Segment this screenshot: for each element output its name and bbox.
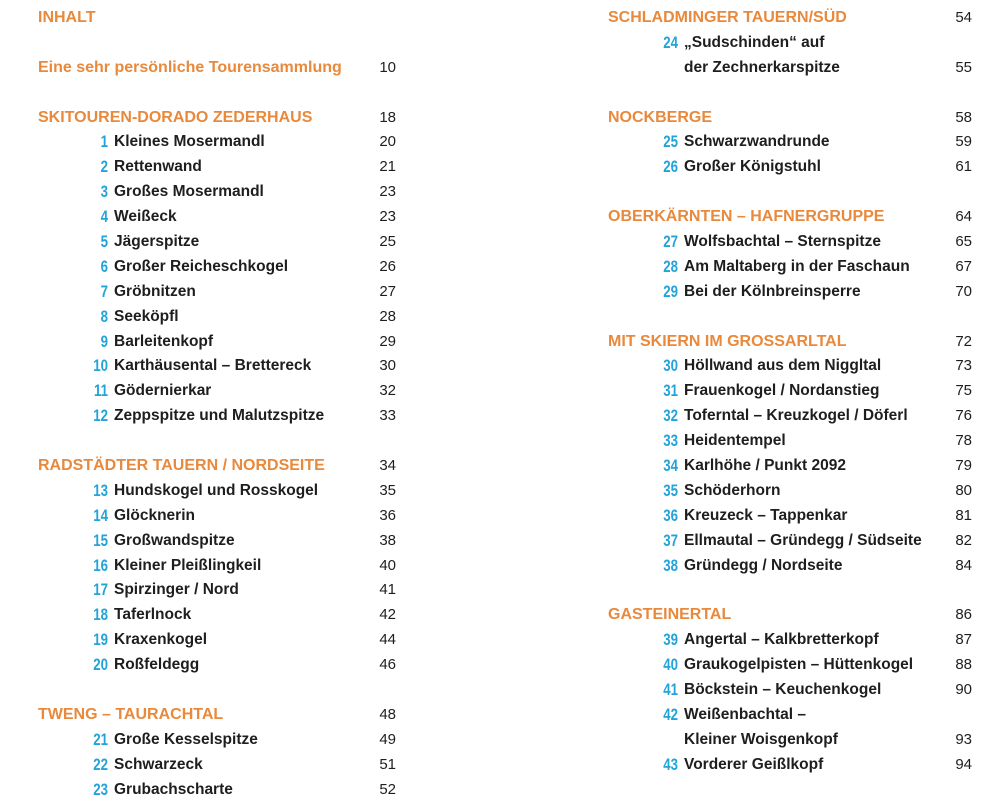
tour-number: 20 bbox=[93, 655, 108, 675]
tour-title: Graukogelpisten – Hüttenkogel bbox=[684, 656, 914, 674]
toc-entry[interactable] bbox=[38, 628, 400, 653]
right-sections bbox=[608, 6, 970, 778]
tour-title: Rettenwand bbox=[114, 158, 202, 176]
tour-title: Großer Reicheschkogel bbox=[114, 257, 289, 275]
tour-page: 80 bbox=[955, 481, 972, 499]
tour-page: 55 bbox=[955, 58, 972, 76]
tour-number: 40 bbox=[663, 655, 678, 675]
toc-entry-continued[interactable] bbox=[608, 56, 970, 81]
tour-number: 1 bbox=[100, 132, 108, 152]
tour-title: Am Maltaberg in der Faschaun bbox=[684, 257, 910, 275]
section-title: RADSTÄDTER TAUERN / NORDSEITE bbox=[38, 457, 325, 475]
toc-title-row bbox=[38, 6, 400, 31]
tour-number: 42 bbox=[663, 704, 678, 724]
section-page: 48 bbox=[379, 705, 396, 723]
tour-title: Toferntal – Kreuzkogel / Döferl bbox=[684, 407, 908, 425]
tour-title: Großwandspitze bbox=[114, 531, 235, 549]
tour-page: 78 bbox=[955, 432, 972, 450]
tour-page: 59 bbox=[955, 133, 972, 151]
tour-number: 15 bbox=[93, 530, 108, 550]
section-page: 58 bbox=[955, 108, 972, 126]
section-heading-row[interactable] bbox=[608, 6, 970, 31]
tour-page: 94 bbox=[955, 755, 972, 773]
tour-page: 40 bbox=[379, 556, 396, 574]
tour-title: Weißenbachtal – bbox=[684, 705, 807, 723]
tour-title: Gödernierkar bbox=[114, 382, 212, 400]
tour-number: 4 bbox=[100, 207, 108, 227]
tour-number: 28 bbox=[663, 256, 678, 276]
toc-entry[interactable] bbox=[608, 155, 970, 180]
toc-entry-continued[interactable] bbox=[608, 728, 970, 753]
tour-title: Gröbnitzen bbox=[114, 282, 196, 300]
tour-number: 8 bbox=[100, 306, 108, 326]
tour-title: Vorderer Geißlkopf bbox=[684, 755, 824, 773]
toc-entry[interactable] bbox=[608, 678, 970, 703]
toc-entry[interactable] bbox=[38, 753, 400, 778]
toc-entry[interactable] bbox=[38, 155, 400, 180]
toc-entry[interactable] bbox=[608, 653, 970, 678]
tour-number: 10 bbox=[93, 356, 108, 376]
tour-page: 93 bbox=[955, 730, 972, 748]
section-page: 54 bbox=[955, 9, 972, 26]
tour-title: Böckstein – Keuchenkogel bbox=[684, 681, 882, 699]
intro-title: Eine sehr persönliche Tourensammlung bbox=[38, 58, 342, 76]
tour-page: 41 bbox=[379, 581, 396, 599]
toc-entry[interactable] bbox=[608, 529, 970, 554]
tour-number: 29 bbox=[663, 281, 678, 301]
tour-title: Großer Königstuhl bbox=[684, 158, 821, 176]
tour-number: 2 bbox=[100, 157, 108, 177]
tour-page: 35 bbox=[379, 481, 396, 499]
tour-number: 19 bbox=[93, 630, 108, 650]
tour-page: 20 bbox=[379, 133, 396, 151]
tour-title: Ellmautal – Gründegg / Südseite bbox=[684, 531, 922, 549]
tour-page: 82 bbox=[955, 531, 972, 549]
tour-number: 13 bbox=[93, 480, 108, 500]
tour-page: 23 bbox=[379, 208, 396, 226]
section-page: 64 bbox=[955, 208, 972, 226]
tour-page: 61 bbox=[955, 158, 972, 176]
section-heading-row[interactable] bbox=[608, 205, 970, 230]
tour-page: 67 bbox=[955, 257, 972, 275]
tour-number: 35 bbox=[663, 480, 678, 500]
tour-title: Weißeck bbox=[114, 208, 177, 226]
toc-entry[interactable] bbox=[38, 230, 400, 255]
tour-title: Angertal – Kalkbretterkopf bbox=[684, 631, 879, 649]
tour-page: 84 bbox=[955, 556, 972, 574]
tour-number: 5 bbox=[100, 232, 108, 252]
tour-title: Karthäusental – Brettereck bbox=[114, 357, 312, 375]
tour-page: 32 bbox=[379, 382, 396, 400]
tour-number: 6 bbox=[100, 256, 108, 276]
toc-entry[interactable] bbox=[38, 778, 400, 803]
tour-title: Schwarzeck bbox=[114, 755, 203, 773]
tour-number: 16 bbox=[93, 555, 108, 575]
tour-page: 42 bbox=[379, 606, 396, 624]
tour-title: Barleitenkopf bbox=[114, 332, 214, 350]
tour-title: Kleiner Pleißlingkeil bbox=[114, 556, 262, 574]
tour-number: 7 bbox=[100, 281, 108, 301]
tour-number: 39 bbox=[663, 630, 678, 650]
tour-page: 88 bbox=[955, 656, 972, 674]
tour-page: 27 bbox=[379, 282, 396, 300]
toc-entry[interactable] bbox=[38, 603, 400, 628]
tour-title: Gründegg / Nordseite bbox=[684, 556, 843, 574]
toc-entry[interactable] bbox=[38, 728, 400, 753]
section-heading-row[interactable] bbox=[38, 703, 400, 728]
tour-title: Wolfsbachtal – Sternspitze bbox=[684, 233, 881, 251]
tour-title: Heidentempel bbox=[684, 432, 786, 450]
toc-entry[interactable] bbox=[38, 504, 400, 529]
tour-title: Großes Mosermandl bbox=[114, 183, 264, 201]
tour-page: 81 bbox=[955, 506, 972, 524]
tour-page: 25 bbox=[379, 233, 396, 251]
toc-entry[interactable] bbox=[38, 653, 400, 678]
tour-page: 73 bbox=[955, 357, 972, 375]
tour-number: 11 bbox=[93, 381, 108, 401]
toc-entry[interactable] bbox=[608, 255, 970, 280]
tour-title-line2: Kleiner Woisgenkopf bbox=[684, 730, 838, 748]
tour-page: 51 bbox=[379, 755, 396, 773]
toc-entry[interactable] bbox=[608, 504, 970, 529]
tour-number: 12 bbox=[93, 406, 108, 426]
tour-page: 21 bbox=[379, 158, 396, 176]
tour-title: Kleines Mosermandl bbox=[114, 133, 265, 151]
tour-title: Frauenkogel / Nordanstieg bbox=[684, 382, 880, 400]
toc-column-right bbox=[608, 6, 970, 778]
tour-number: 9 bbox=[100, 331, 108, 351]
section-page: 72 bbox=[955, 332, 972, 350]
section-title: SKITOUREN-DORADO ZEDERHAUS bbox=[38, 108, 313, 126]
tour-page: 87 bbox=[955, 631, 972, 649]
tour-number: 24 bbox=[663, 32, 678, 52]
tour-page: 44 bbox=[379, 631, 396, 649]
tour-number: 37 bbox=[663, 530, 678, 550]
tour-number: 14 bbox=[93, 505, 108, 525]
tour-number: 17 bbox=[93, 580, 108, 600]
section-heading-row[interactable] bbox=[608, 603, 970, 628]
tour-title: Höllwand aus dem Niggltal bbox=[684, 357, 882, 375]
tour-number: 18 bbox=[93, 605, 108, 625]
tour-page: 79 bbox=[955, 457, 972, 475]
toc-entry[interactable] bbox=[608, 554, 970, 579]
section-title: NOCKBERGE bbox=[608, 108, 713, 126]
tour-number: 36 bbox=[663, 505, 678, 525]
toc-entry[interactable] bbox=[608, 404, 970, 429]
tour-page: 36 bbox=[379, 506, 396, 524]
tour-number: 32 bbox=[663, 406, 678, 426]
tour-title: Spirzinger / Nord bbox=[114, 581, 239, 599]
toc-entry[interactable] bbox=[38, 305, 400, 330]
toc-entry[interactable] bbox=[38, 379, 400, 404]
toc-entry[interactable] bbox=[608, 703, 970, 728]
tour-number: 27 bbox=[663, 232, 678, 252]
tour-page: 70 bbox=[955, 282, 972, 300]
tour-title: Kreuzeck – Tappenkar bbox=[684, 506, 848, 524]
toc-entry[interactable] bbox=[38, 330, 400, 355]
tour-number: 26 bbox=[663, 157, 678, 177]
toc-entry[interactable] bbox=[38, 554, 400, 579]
section-heading-row[interactable] bbox=[608, 106, 970, 131]
toc-entry[interactable] bbox=[608, 454, 970, 479]
tour-page: 23 bbox=[379, 183, 396, 201]
toc-entry[interactable] bbox=[608, 230, 970, 255]
tour-number: 34 bbox=[663, 456, 678, 476]
toc-entry[interactable] bbox=[608, 479, 970, 504]
tour-title: Zeppspitze und Malutzspitze bbox=[114, 407, 325, 425]
tour-page: 75 bbox=[955, 382, 972, 400]
section-title: GASTEINERTAL bbox=[608, 606, 732, 624]
tour-title: „Sudschinden“ auf bbox=[684, 33, 825, 51]
tour-number: 43 bbox=[663, 754, 678, 774]
toc-entry[interactable] bbox=[608, 753, 970, 778]
toc-entry[interactable] bbox=[38, 180, 400, 205]
tour-title: Hundskogel und Rosskogel bbox=[114, 481, 319, 499]
section-heading-row[interactable] bbox=[38, 106, 400, 131]
tour-page: 76 bbox=[955, 407, 972, 425]
tour-title: Jägerspitze bbox=[114, 233, 200, 251]
toc-intro-row[interactable] bbox=[38, 56, 400, 81]
toc-entry[interactable] bbox=[608, 628, 970, 653]
tour-page: 65 bbox=[955, 233, 972, 251]
tour-number: 3 bbox=[100, 182, 108, 202]
toc-entry[interactable] bbox=[608, 130, 970, 155]
tour-page: 38 bbox=[379, 531, 396, 549]
section-heading-row[interactable] bbox=[38, 454, 400, 479]
tour-title: Glöcknerin bbox=[114, 506, 195, 524]
tour-page: 33 bbox=[379, 407, 396, 425]
tour-page: 28 bbox=[379, 307, 396, 325]
tour-number: 30 bbox=[663, 356, 678, 376]
toc-entry[interactable] bbox=[608, 354, 970, 379]
section-page: 34 bbox=[379, 457, 396, 475]
section-title: TWENG – TAURACHTAL bbox=[38, 705, 224, 723]
tour-number: 41 bbox=[663, 680, 678, 700]
toc-entry[interactable] bbox=[38, 255, 400, 280]
toc-entry[interactable] bbox=[38, 479, 400, 504]
tour-page: 26 bbox=[379, 257, 396, 275]
toc-entry[interactable] bbox=[608, 280, 970, 305]
toc-entry[interactable] bbox=[38, 280, 400, 305]
toc-entry[interactable] bbox=[38, 130, 400, 155]
toc-entry[interactable] bbox=[38, 578, 400, 603]
tour-number: 23 bbox=[93, 779, 108, 799]
toc-title: INHALT bbox=[38, 9, 96, 26]
section-page: 86 bbox=[955, 606, 972, 624]
tour-number: 22 bbox=[93, 754, 108, 774]
tour-page: 52 bbox=[379, 780, 396, 798]
tour-title: Bei der Kölnbreinsperre bbox=[684, 282, 861, 300]
toc-entry[interactable] bbox=[38, 404, 400, 429]
toc-entry[interactable] bbox=[38, 205, 400, 230]
tour-title: Karlhöhe / Punkt 2092 bbox=[684, 457, 846, 475]
tour-number: 31 bbox=[663, 381, 678, 401]
tour-page: 29 bbox=[379, 332, 396, 350]
section-title: SCHLADMINGER TAUERN/SÜD bbox=[608, 9, 847, 26]
toc-entry[interactable] bbox=[608, 379, 970, 404]
toc-entry[interactable] bbox=[38, 354, 400, 379]
toc-entry[interactable] bbox=[38, 529, 400, 554]
intro-page: 10 bbox=[379, 58, 396, 76]
section-title: OBERKÄRNTEN – HAFNERGRUPPE bbox=[608, 208, 885, 226]
section-heading-row[interactable] bbox=[608, 330, 970, 355]
section-title: MIT SKIERN IM GROSSARLTAL bbox=[608, 332, 847, 350]
toc-entry[interactable] bbox=[608, 429, 970, 454]
tour-page: 30 bbox=[379, 357, 396, 375]
tour-number: 38 bbox=[663, 555, 678, 575]
tour-page: 49 bbox=[379, 730, 396, 748]
tour-title: Große Kesselspitze bbox=[114, 730, 258, 748]
toc-column-left bbox=[38, 6, 400, 803]
tour-title: Taferlnock bbox=[114, 606, 192, 624]
toc-entry[interactable] bbox=[608, 31, 970, 56]
tour-number: 21 bbox=[93, 729, 108, 749]
section-page: 18 bbox=[379, 108, 396, 126]
tour-page: 90 bbox=[955, 681, 972, 699]
tour-page: 46 bbox=[379, 656, 396, 674]
tour-title: Schöderhorn bbox=[684, 481, 781, 499]
left-sections bbox=[38, 106, 400, 803]
tour-title: Grubachscharte bbox=[114, 780, 233, 798]
tour-number: 33 bbox=[663, 431, 678, 451]
tour-title-line2: der Zechnerkarspitze bbox=[684, 58, 840, 76]
tour-title: Kraxenkogel bbox=[114, 631, 208, 649]
tour-number: 25 bbox=[663, 132, 678, 152]
tour-title: Schwarzwandrunde bbox=[684, 133, 830, 151]
tour-title: Roßfeldegg bbox=[114, 656, 200, 674]
tour-title: Seeköpfl bbox=[114, 307, 179, 325]
